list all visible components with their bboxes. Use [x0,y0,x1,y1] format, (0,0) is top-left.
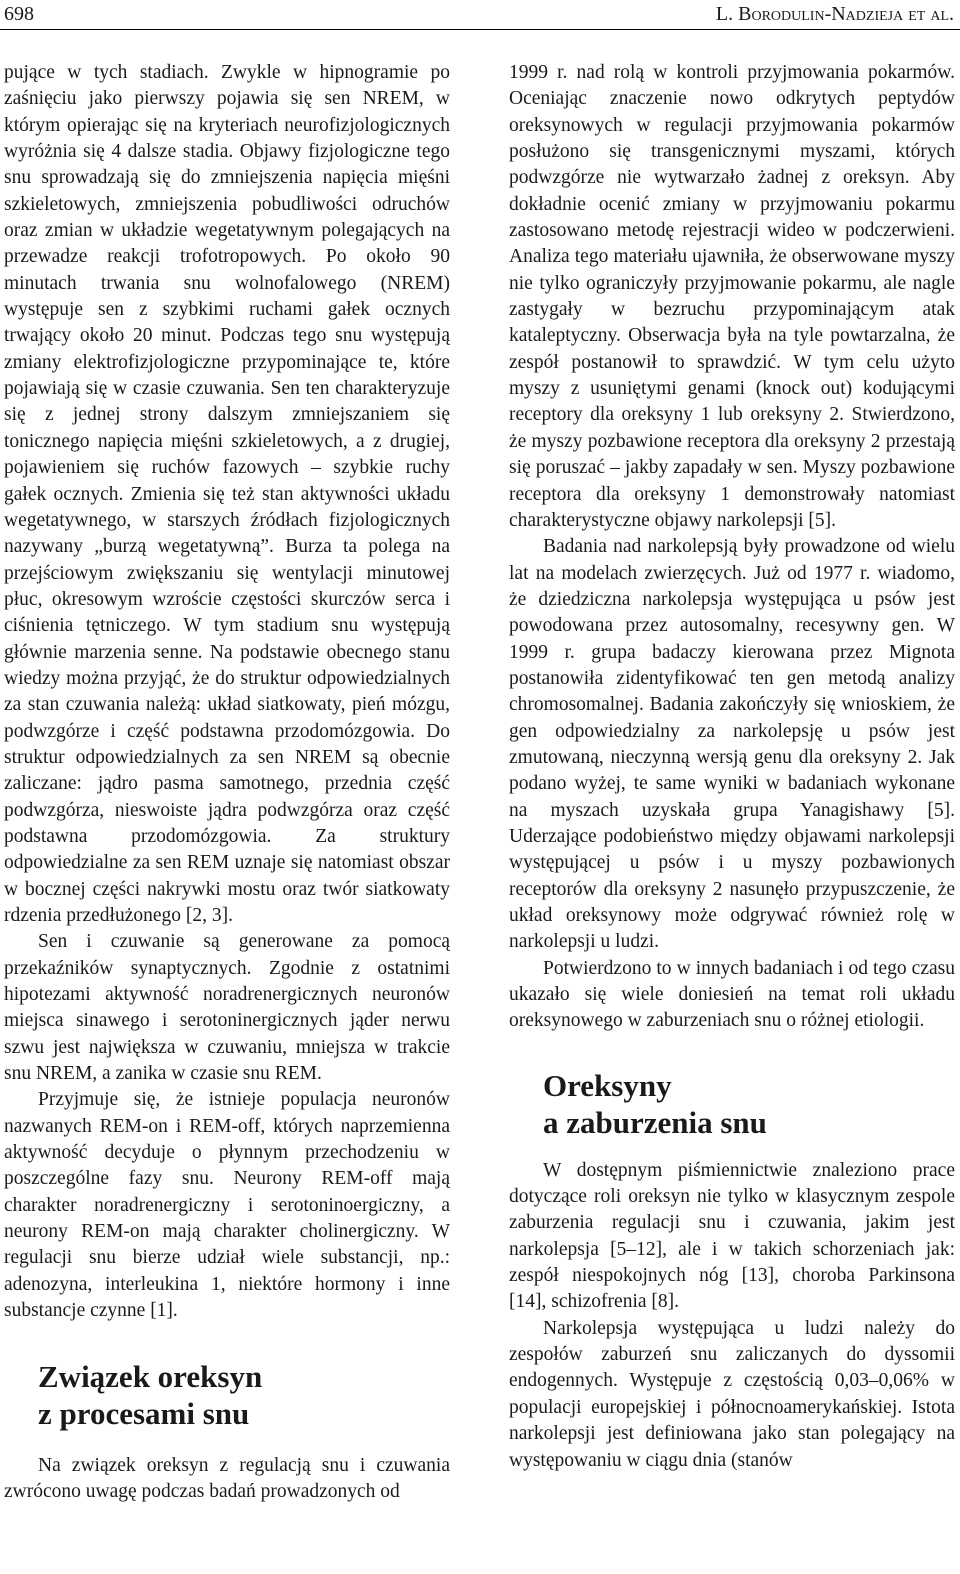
paragraph: Badania nad narkolepsją były prowadzone od wielu lat na modelach zwierzęcych. Już od 1977 r. wiadomo, że dziedziczna narkolepsja występująca u psów jest powodowana przez autosomalny, recesywny gen. W 1999 r. grupa badaczy kierowana przez Mignota postanowiła zidentyfikować ten gen metodą analizy chromosomalnej. Badania zakończyły się wnioskiem, że gen odpowiedzialny za narkolepsję u psów jest zmutowaną, nieczynną wersją genu dla oreksyny 2. Jak podano wyżej, te same wyniki w badaniach wykonane na myszach uzyskała grupa Yanagishawy [5]. Uderzające podobieństwo między objawami narkolepsji występującej u psów i u myszy pozbawionych receptorów dla oreksyny 2 nasunęło przypuszczenie, że układ oreksynowy może odgrywać również rolę w narkolepsji u ludzi. [509,536,955,953]
paragraph: Przyjmuje się, że istnieje populacja neuronów nazwanych REM-on i REM-off, których naprzemienna aktywność decyduje o płynnym przechodzeniu w poszczególne fazy snu. Neurony REM-off mają charakter noradrenergiczny i serotoninoergiczny, a neurony REM-on mają charakter cholinergiczny. W regulacji snu bierze udział wiele substancji, np.: adenozyna, interleukina 1, niektóre hormony i inne substancje czynne [1]. [4,1089,450,1322]
section-heading [509,1067,955,1141]
right-column [509,60,955,1474]
paragraph: pujące w tych stadiach. Zwykle w hipnogramie po zaśnięciu jako pierwszy pojawia się sen NREM, w którym opierając się na kryteriach neurofizjologicznych wyróżnia się 4 dalsze stadia. Objawy fizjologiczne tego snu sprowadzają się do zmniejszenia napięcia mięśni szkieletowych, zmniejszenia pobudliwości odruchów oraz zmian w układzie wegetatywnym polegających na przewadze reakcji trofotropowych. Po około 90 minutach trwania snu wolnofalowego (NREM) występuje sen z szybkimi ruchami gałek ocznych trwający około 20 minut. Podczas tego snu występują zmiany elektrofizjologiczne przypominające te, które pojawiają się w czasie czuwania. Sen ten charakteryzuje się z jednej strony dalszym zmniejszaniem się tonicznego napięcia mięśni szkieletowych, a z drugiej, pojawieniem się ruchów fazowych – szybkie ruchy gałek ocznych. Zmienia się też stan aktywności układu wegetatywnego, w starszych źródłach fizjologicznych nazywany „burzą wegetatywną”. Burza ta polega na przejściowym zwiększaniu się wentylacji minutowej płuc, okresowym wzroście częstości skurczów serca i ciśnienia tętniczego. W tym stadium snu występują głównie marzenia senne. Na podstawie obecnego stanu wiedzy można przyjąć, że do struktur odpowiedzialnych za stan czuwania należą: układ siatkowaty, pień mózgu, podwzgórze i część podstawna przodomózgowia. Do struktur odpowiedzialnych za sen NREM są obecnie zaliczane: jądro pasma samotnego, przednia część podwzgórza, nieswoiste jądra podwzgórza oraz część podstawna przodomózgowia. Za struktury odpowiedzialne za sen REM uznaje się natomiast obszar w bocznej części nakrywki mostu oraz twór siatkowaty rdzenia przedłużonego [2, 3]. [4,62,450,926]
paragraph: 1999 r. nad rolą w kontroli przyjmowania pokarmów. Oceniając znaczenie nowo odkrytych peptydów oreksynowych w regulacji przyjmowania pokarmów posłużono się transgenicznymi myszami, których podwzgórze nie wytwarzało żadnej z oreksyn. Aby dokładnie ocenić zmiany w przyjmowaniu pokarmu zastosowano metodę rejestracji wideo w podczerwieni. Analiza tego materiału ujawniła, że obserwowane myszy nie tylko ograniczyły przyjmowanie pokarmu, ale nagle zastygały w bezruchu przypominającym atak kataleptyczny. Obserwacja była na tyle powtarzalna, że zespół postanowił to sprawdzić. W tym celu użyto myszy z usuniętymi genami (knock out) kodującymi receptory dla oreksyny 1 lub oreksyny 2. Stwierdzono, że myszy pozbawione receptora dla oreksyny 2 przestają się poruszać – jakby zapadały w sen. Myszy pozbawione receptora dla oreksyny 1 demonstrowały natomiast charakterystyczne objawy narkolepsji [5]. [509,62,955,531]
left-column [4,60,450,1505]
section-heading-line: Oreksyny [543,1067,672,1103]
section-heading [4,1358,450,1432]
header-rule [0,29,960,30]
page-number: 698 [4,2,34,25]
paragraph: Na związek oreksyn z regulacją snu i czuwania zwrócono uwagę podczas badań prowadzonych od [4,1454,450,1502]
section-heading-line: a zaburzenia snu [543,1104,767,1140]
running-head: L. Borodulin-Nadzieja et al. [715,2,954,25]
section-heading-line: Związek oreksyn [38,1358,263,1394]
paragraph: Sen i czuwanie są generowane za pomocą przekaźników synaptycznych. Zgodnie z ostatnimi hipotezami aktywność noradrenergicznych neuronów miejsca sinawego i serotoninergicznych jąder nerwu szwu jest największa w czuwaniu, mniejsza w trakcie snu NREM, a zanika w czasie snu REM. [4,931,450,1085]
paragraph: Narkolepsja występująca u ludzi należy do zespołów zaburzeń snu zaliczanych do dyssomii endogennych. Występuje z częstością 0,03–0,06% w populacji europejskiej i północnoamerykańskiej. Istota narkolepsji jest definiowana jako stan polegający na występowaniu w ciągu dnia (stanów [509,1317,955,1471]
paragraph: Potwierdzono to w innych badaniach i od tego czasu ukazało się wiele doniesień na temat roli układu oreksynowego w zaburzeniach snu o różnej etiologii. [509,957,955,1032]
paragraph: W dostępnym piśmiennictwie znaleziono prace dotyczące roli oreksyn nie tylko w klasycznym zespole zaburzenia regulacji snu i czuwania, jakim jest narkolepsja [5–12], ale i w takich schorzeniach jak: zespół niespokojnych nóg [13], choroba Parkinsona [14], schizofrenia [8]. [509,1159,955,1313]
section-heading-line: z procesami snu [38,1395,250,1431]
page-header [4,0,954,28]
